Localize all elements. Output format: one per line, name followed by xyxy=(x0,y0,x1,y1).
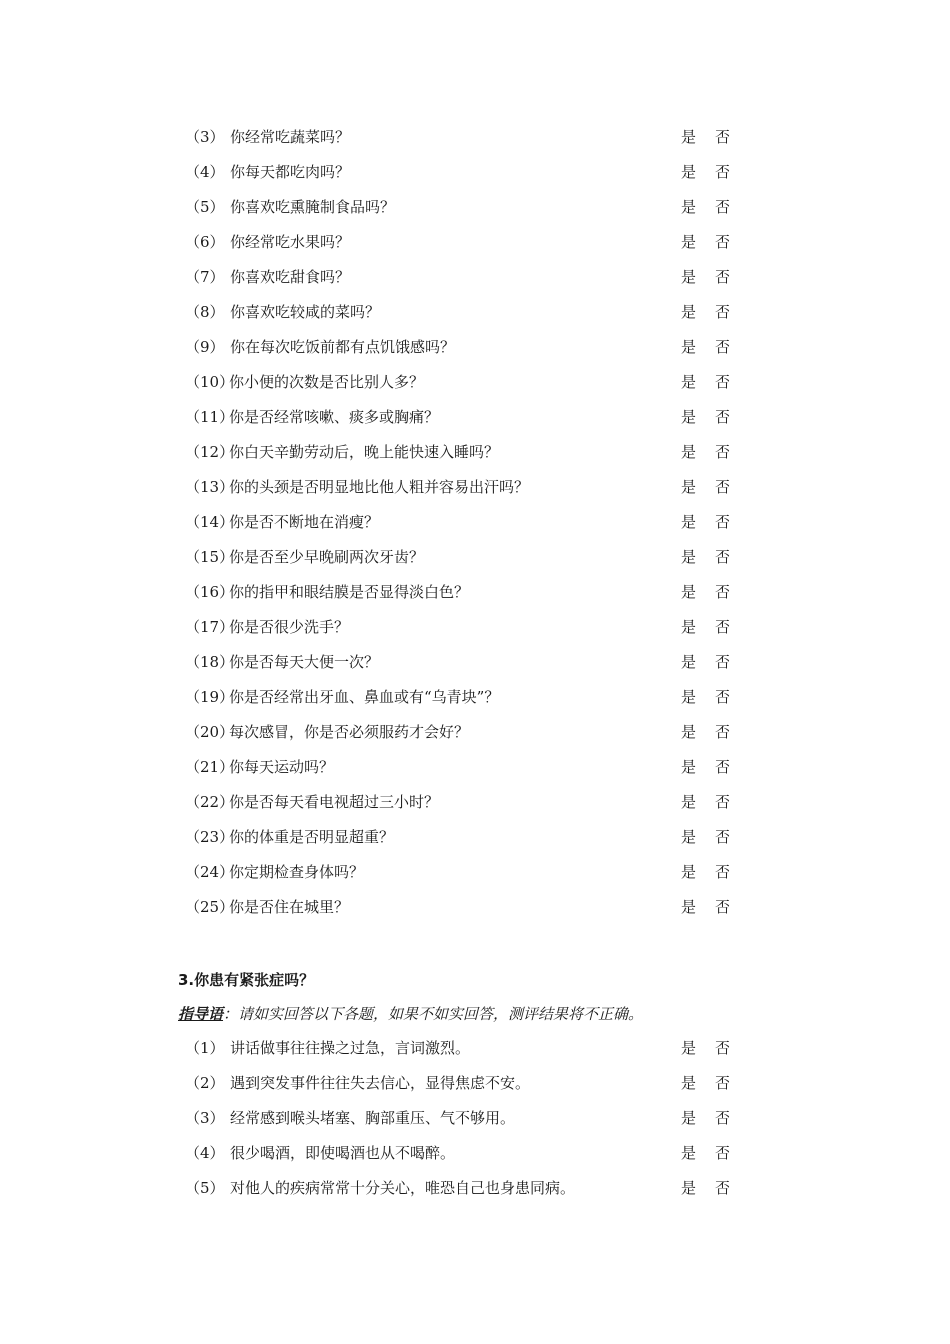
question-row xyxy=(0,895,950,919)
question-text: 经常感到喉头堵塞、胸部重压、气不够用。 xyxy=(230,1109,516,1127)
question-text: 你的体重是否明显超重？ xyxy=(229,828,395,846)
question-text: 你是否每天看电视超过三小时？ xyxy=(229,793,440,811)
question-number: （5） xyxy=(185,1179,225,1197)
question-row xyxy=(0,510,950,534)
question-row xyxy=(0,230,950,254)
answer-no[interactable]: 否 xyxy=(715,1144,731,1162)
answer-no[interactable]: 否 xyxy=(715,198,731,216)
question-number: （4） xyxy=(185,163,225,181)
question-text: 很少喝酒，即使喝酒也从不喝醉。 xyxy=(230,1144,456,1162)
question-number: （25） xyxy=(185,898,235,916)
section-heading: 3.你患有紧张症吗？ xyxy=(178,971,315,989)
answer-yes[interactable]: 是 xyxy=(681,898,697,916)
question-text: 你是否经常咳嗽、痰多或胸痛？ xyxy=(229,408,440,426)
question-text: 你小便的次数是否比别人多？ xyxy=(229,373,425,391)
question-row xyxy=(0,160,950,184)
question-row xyxy=(0,790,950,814)
question-text: 你每天都吃肉吗？ xyxy=(230,163,351,181)
answer-yes[interactable]: 是 xyxy=(681,618,697,636)
question-text: 你每天运动吗？ xyxy=(229,758,335,776)
question-number: （8） xyxy=(185,303,225,321)
question-number: （2） xyxy=(185,1074,225,1092)
question-text: 你是否至少早晚刷两次牙齿？ xyxy=(229,548,425,566)
answer-no[interactable]: 否 xyxy=(715,1109,731,1127)
question-text: 你是否经常出牙血、鼻血或有“乌青块”？ xyxy=(229,688,500,706)
question-text: 你是否不断地在消瘦？ xyxy=(229,513,380,531)
question-row xyxy=(0,545,950,569)
answer-no[interactable]: 否 xyxy=(715,443,731,461)
question-number: （19） xyxy=(185,688,235,706)
question-text: 你的头颈是否明显地比他人粗并容易出汗吗？ xyxy=(229,478,530,496)
answer-yes[interactable]: 是 xyxy=(681,478,697,496)
question-row xyxy=(0,615,950,639)
question-row xyxy=(0,720,950,744)
question-row xyxy=(0,825,950,849)
answer-yes[interactable]: 是 xyxy=(681,163,697,181)
answer-no[interactable]: 否 xyxy=(715,828,731,846)
answer-no[interactable]: 否 xyxy=(715,1074,731,1092)
answer-yes[interactable]: 是 xyxy=(681,373,697,391)
question-row xyxy=(0,475,950,499)
guide-label: 指导语 xyxy=(178,1005,224,1023)
question-row xyxy=(0,1036,950,1060)
question-row xyxy=(0,580,950,604)
question-number: （3） xyxy=(185,128,225,146)
answer-no[interactable]: 否 xyxy=(715,128,731,146)
answer-yes[interactable]: 是 xyxy=(681,198,697,216)
answer-no[interactable]: 否 xyxy=(715,373,731,391)
question-number: （5） xyxy=(185,198,225,216)
answer-no[interactable]: 否 xyxy=(715,793,731,811)
answer-no[interactable]: 否 xyxy=(715,653,731,671)
question-text: 你在每次吃饭前都有点饥饿感吗？ xyxy=(230,338,456,356)
answer-yes[interactable]: 是 xyxy=(681,128,697,146)
question-number: （4） xyxy=(185,1144,225,1162)
answer-yes[interactable]: 是 xyxy=(681,723,697,741)
question-row xyxy=(0,370,950,394)
answer-yes[interactable]: 是 xyxy=(681,583,697,601)
answer-yes[interactable]: 是 xyxy=(681,758,697,776)
answer-no[interactable]: 否 xyxy=(715,338,731,356)
answer-no[interactable]: 否 xyxy=(715,723,731,741)
answer-no[interactable]: 否 xyxy=(715,898,731,916)
answer-no[interactable]: 否 xyxy=(715,618,731,636)
question-number: （1） xyxy=(185,1039,225,1057)
answer-no[interactable]: 否 xyxy=(715,163,731,181)
question-row xyxy=(0,860,950,884)
question-number: （7） xyxy=(185,268,225,286)
question-text: 对他人的疾病常常十分关心，唯恐自己也身患同病。 xyxy=(230,1179,576,1197)
question-number: （14） xyxy=(185,513,235,531)
question-text: 你经常吃水果吗？ xyxy=(230,233,351,251)
answer-yes[interactable]: 是 xyxy=(681,1109,697,1127)
question-text: 你是否每天大便一次？ xyxy=(229,653,380,671)
answer-no[interactable]: 否 xyxy=(715,303,731,321)
answer-no[interactable]: 否 xyxy=(715,1179,731,1197)
question-row xyxy=(0,1106,950,1130)
guide-text: 请如实回答以下各题，如果不如实回答，测评结果将不正确。 xyxy=(238,1005,644,1023)
answer-yes[interactable]: 是 xyxy=(681,1074,697,1092)
question-number: （16） xyxy=(185,583,235,601)
answer-yes[interactable]: 是 xyxy=(681,303,697,321)
question-text: 你是否很少洗手？ xyxy=(229,618,350,636)
answer-yes[interactable]: 是 xyxy=(681,1179,697,1197)
answer-yes[interactable]: 是 xyxy=(681,863,697,881)
question-row xyxy=(0,125,950,149)
question-text: 讲话做事往往操之过急，言词激烈。 xyxy=(230,1039,471,1057)
question-row xyxy=(0,1141,950,1165)
answer-yes[interactable]: 是 xyxy=(681,1144,697,1162)
answer-no[interactable]: 否 xyxy=(715,233,731,251)
question-row xyxy=(0,300,950,324)
question-text: 你喜欢吃较咸的菜吗？ xyxy=(230,303,381,321)
answer-yes[interactable]: 是 xyxy=(681,548,697,566)
question-number: （3） xyxy=(185,1109,225,1127)
guide-colon: ： xyxy=(223,1005,239,1023)
answer-yes[interactable]: 是 xyxy=(681,233,697,251)
question-number: （22） xyxy=(185,793,235,811)
question-row xyxy=(0,1176,950,1200)
answer-no[interactable]: 否 xyxy=(715,548,731,566)
answer-no[interactable]: 否 xyxy=(715,1039,731,1057)
question-number: （24） xyxy=(185,863,235,881)
question-text: 你白天辛勤劳动后，晚上能快速入睡吗？ xyxy=(229,443,500,461)
question-number: （18） xyxy=(185,653,235,671)
question-number: （15） xyxy=(185,548,235,566)
answer-yes[interactable]: 是 xyxy=(681,688,697,706)
question-row xyxy=(0,650,950,674)
question-row xyxy=(0,755,950,779)
answer-yes[interactable]: 是 xyxy=(681,828,697,846)
question-text: 你喜欢吃甜食吗？ xyxy=(230,268,351,286)
question-number: （17） xyxy=(185,618,235,636)
question-row xyxy=(0,335,950,359)
guide-line xyxy=(178,1002,643,1026)
answer-yes[interactable]: 是 xyxy=(681,513,697,531)
question-number: （6） xyxy=(185,233,225,251)
answer-yes[interactable]: 是 xyxy=(681,653,697,671)
question-text: 遇到突发事件往往失去信心，显得焦虑不安。 xyxy=(230,1074,531,1092)
question-row xyxy=(0,405,950,429)
answer-yes[interactable]: 是 xyxy=(681,443,697,461)
answer-yes[interactable]: 是 xyxy=(681,793,697,811)
question-text: 你经常吃蔬菜吗？ xyxy=(230,128,351,146)
answer-no[interactable]: 否 xyxy=(715,863,731,881)
answer-no[interactable]: 否 xyxy=(715,688,731,706)
question-number: （9） xyxy=(185,338,225,356)
answer-no[interactable]: 否 xyxy=(715,268,731,286)
answer-yes[interactable]: 是 xyxy=(681,1039,697,1057)
question-number: （10） xyxy=(185,373,235,391)
answer-yes[interactable]: 是 xyxy=(681,268,697,286)
question-number: （11） xyxy=(185,408,235,426)
question-row xyxy=(0,1071,950,1095)
answer-no[interactable]: 否 xyxy=(715,583,731,601)
question-row xyxy=(0,195,950,219)
question-text: 你定期检查身体吗？ xyxy=(229,863,365,881)
question-number: （20） xyxy=(185,723,235,741)
answer-no[interactable]: 否 xyxy=(715,513,731,531)
question-text: 每次感冒，你是否必须服药才会好？ xyxy=(229,723,470,741)
question-number: （13） xyxy=(185,478,235,496)
question-text: 你喜欢吃熏腌制食品吗？ xyxy=(230,198,396,216)
answer-no[interactable]: 否 xyxy=(715,408,731,426)
answer-yes[interactable]: 是 xyxy=(681,338,697,356)
question-number: （12） xyxy=(185,443,235,461)
question-row xyxy=(0,440,950,464)
answer-yes[interactable]: 是 xyxy=(681,408,697,426)
question-number: （23） xyxy=(185,828,235,846)
question-row xyxy=(0,685,950,709)
question-text: 你是否住在城里？ xyxy=(229,898,350,916)
question-number: （21） xyxy=(185,758,235,776)
answer-no[interactable]: 否 xyxy=(715,478,731,496)
question-text: 你的指甲和眼结膜是否显得淡白色？ xyxy=(229,583,470,601)
question-row xyxy=(0,265,950,289)
answer-no[interactable]: 否 xyxy=(715,758,731,776)
